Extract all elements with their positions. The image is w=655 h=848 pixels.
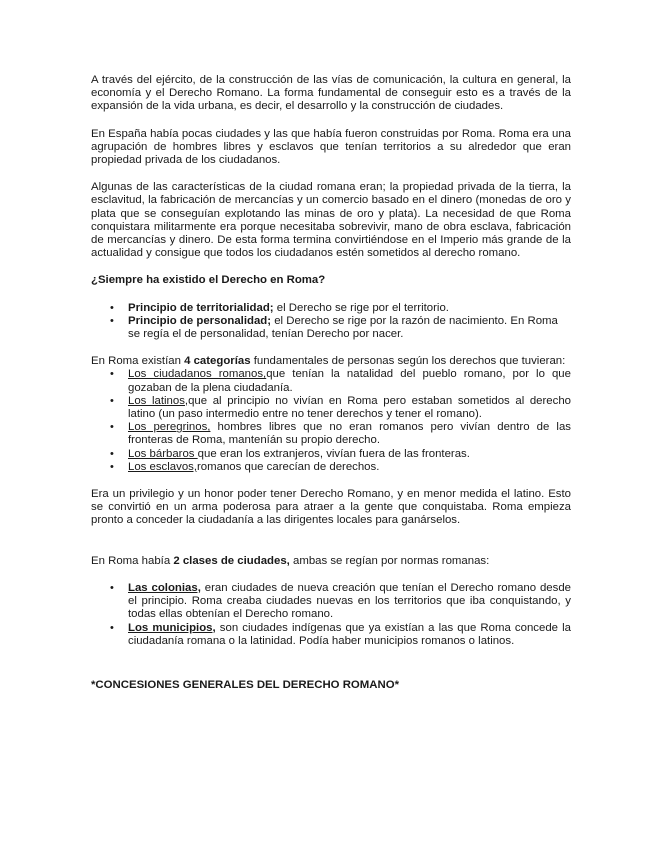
category-text: romanos que carecían de derechos. bbox=[197, 460, 380, 473]
principle-text: el Derecho se rige por el territorio. bbox=[273, 301, 449, 314]
list-item bbox=[91, 315, 571, 341]
principle-text: el Derecho se rige por la razón de nacimiento. En Roma se regía el de personalidad, tenían Derecho por nacer. bbox=[128, 314, 558, 341]
list-item bbox=[91, 582, 571, 622]
category-text: hombres libres que no eran romanos pero vivían dentro de las fronteras de Roma, manteníán su propio derecho. bbox=[128, 421, 571, 447]
category-text: que al principio no vivían en Roma pero estaban sometidos al derecho latino (un paso intermedio entre no tener derechos y tener el romano). bbox=[128, 394, 572, 421]
list-item bbox=[91, 461, 571, 474]
city-term: Las colonias, bbox=[128, 581, 201, 594]
cities-intro-text: ambas se regían por normas romanas: bbox=[289, 554, 490, 567]
principles-list bbox=[91, 302, 571, 342]
cities-list bbox=[91, 582, 571, 648]
category-term: Los ciudadanos romanos, bbox=[128, 368, 267, 381]
category-text: que tenían la natalidad del pueblo romano, por lo que gozaban de la plena ciudadanía. bbox=[128, 368, 571, 394]
cities-intro bbox=[91, 555, 571, 568]
document-body bbox=[91, 74, 571, 692]
list-item bbox=[91, 421, 571, 447]
category-text: que eran los extranjeros, vivían fuera de las fronteras. bbox=[197, 447, 470, 460]
list-item bbox=[91, 302, 571, 315]
privilege-paragraph: Era un privilegio y un honor poder tener Derecho Romano, y en menor medida el latino. Esto se convirtió en un arma poderosa para atraer a la gente que conquistaba. Roma empieza pronto a conceder la ciudadanía a las dirigentes locales para ganárselos. bbox=[91, 488, 571, 527]
city-term: Los municipios, bbox=[128, 621, 216, 634]
cities-count: 2 clases de ciudades, bbox=[173, 554, 290, 567]
category-term: Los bárbaros bbox=[128, 447, 198, 460]
category-term: Los latinos, bbox=[128, 394, 189, 407]
list-item bbox=[91, 395, 571, 421]
city-text: eran ciudades de nueva creación que tenían el Derecho romano desde el principio. Roma creaba ciudades nuevas en los territorios que iba conquistando, y todas ellas obtenían el Derecho romano. bbox=[128, 581, 571, 621]
principle-term: Principio de territorialidad; bbox=[128, 301, 274, 314]
city-text: son ciudades indígenas que ya existían a las que Roma concede la ciudadanía romana o la latinidad. Podía haber municipios romanos o latinos. bbox=[128, 621, 571, 647]
categories-intro-text: fundamentales de personas según los derechos que tuvieran: bbox=[250, 355, 566, 368]
cities-intro-text: En Roma había bbox=[91, 554, 174, 567]
list-item bbox=[91, 368, 571, 394]
concessions-heading: *CONCESIONES GENERALES DEL DERECHO ROMANO* bbox=[91, 678, 400, 691]
list-item bbox=[91, 448, 571, 461]
intro-paragraph: A través del ejército, de la construcción de las vías de comunicación, la cultura en general, la economía y el Derecho Romano. La forma fundamental de conseguir esto es a través de la expansión de la vida urbana, es decir, el desarrollo y la construcción de ciudades. bbox=[91, 74, 571, 113]
categories-count: 4 categorías bbox=[184, 355, 251, 368]
category-term: Los esclavos, bbox=[128, 460, 198, 473]
spain-paragraph: En España había pocas ciudades y las que había fueron construidas por Roma. Roma era una agrupación de hombres libres y esclavos que tenían territorios a su alrededor que eran propiedad privada de los ciudadanos. bbox=[91, 127, 571, 167]
question-heading: ¿Siempre ha existido el Derecho en Roma? bbox=[91, 274, 326, 287]
category-term: Los peregrinos, bbox=[128, 421, 211, 434]
characteristics-paragraph: Algunas de las características de la ciudad romana eran; la propiedad privada de la tierra, la esclavitud, la fabricación de mercancías y un comercio basado en el dinero (monedas de oro y plata que se conseguían explotando las minas de oro y plata). La necesidad de que Roma conquistara militarmente era porque necesitaba sobrevivir, mano de obra esclava, fabricación de mercancías y dinero. De esta forma termina convirtiéndose en el Imperio más grande de la actualidad y consigue que todos los ciudadanos estén sometidos al derecho romano. bbox=[91, 181, 571, 260]
categories-intro-text: En Roma existían bbox=[91, 355, 185, 368]
principle-term: Principio de personalidad; bbox=[128, 314, 272, 327]
list-item bbox=[91, 622, 571, 648]
categories-list bbox=[91, 368, 571, 474]
categories-intro bbox=[91, 355, 571, 368]
